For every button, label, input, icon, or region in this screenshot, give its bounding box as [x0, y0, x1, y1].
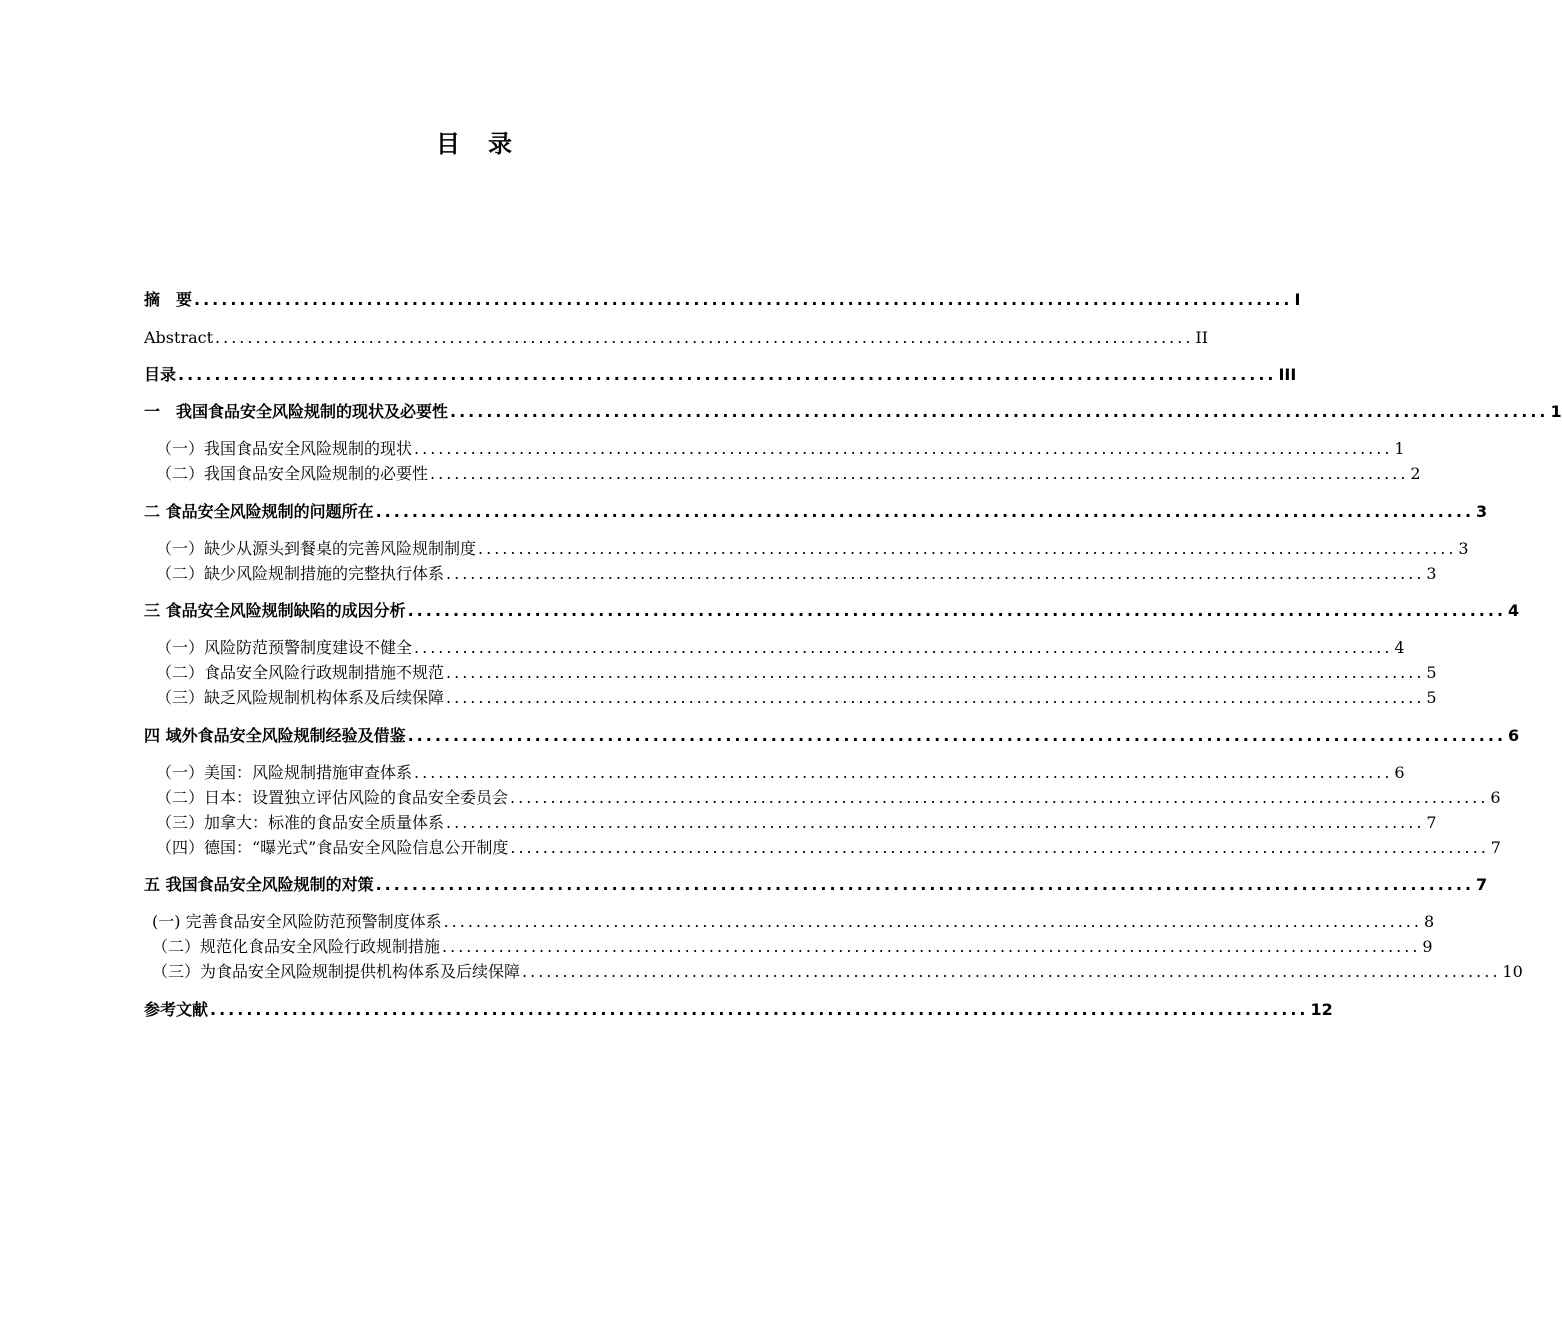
toc-entry-label: （三）缺乏风险规制机构体系及后续保障	[156, 688, 445, 707]
toc-entry[interactable]	[152, 961, 1523, 983]
toc-entry-page: 3	[1426, 564, 1437, 583]
dot-leader: .........................................................................................................................	[510, 788, 1489, 807]
toc-entry-label: (一) 完善食品安全风险防范预警制度体系	[152, 912, 442, 931]
dot-leader: .........................................................................................................................	[446, 813, 1425, 832]
toc-entry-label: （一）风险防范预警制度建设不健全	[156, 638, 413, 657]
toc-entry-label: Abstract	[144, 328, 214, 347]
toc-entry-label: （二）缺少风险规制措施的完整执行体系	[156, 564, 445, 583]
toc-entry-label: （三）加拿大：标准的食品安全质量体系	[156, 813, 445, 832]
toc-entry[interactable]	[156, 538, 1469, 560]
toc-entry-page: III	[1278, 365, 1297, 384]
toc-entry-page: I	[1294, 290, 1301, 309]
dot-leader: .........................................................................................................................	[450, 402, 1549, 421]
toc-entry-page: 2	[1410, 464, 1421, 483]
toc-entry-page: 6	[1508, 726, 1520, 745]
toc-entry-label: 目录	[144, 365, 177, 384]
dot-leader: .........................................................................................................................	[510, 838, 1489, 857]
toc-entry[interactable]	[144, 725, 1520, 747]
toc-entry-page: 7	[1476, 875, 1488, 894]
toc-entry-label: （二）日本：设置独立评估风险的食品安全委员会	[156, 788, 509, 807]
toc-entry-page: 7	[1490, 838, 1501, 857]
toc-entry[interactable]	[152, 936, 1433, 958]
toc-entry-page: 3	[1476, 502, 1488, 521]
toc-entry-page: 4	[1508, 601, 1520, 620]
toc-entry-label: 二 食品安全风险规制的问题所在	[144, 502, 374, 521]
dot-leader: .........................................................................................................................	[407, 726, 1507, 745]
dot-leader: .........................................................................................................................	[430, 464, 1409, 483]
toc-entry[interactable]	[144, 401, 1562, 423]
dot-leader: .........................................................................................................................	[194, 290, 1293, 309]
toc-entry-page: 9	[1422, 937, 1433, 956]
toc-entry[interactable]	[156, 637, 1405, 659]
toc-entry-label: 参考文献	[144, 1000, 209, 1019]
toc-entry[interactable]	[156, 687, 1437, 709]
dot-leader: .........................................................................................................................	[375, 502, 1475, 521]
toc-entry-page: 5	[1426, 663, 1437, 682]
toc-entry-page: 6	[1394, 763, 1405, 782]
toc-entry[interactable]	[144, 364, 1297, 386]
toc-entry-page: 5	[1426, 688, 1437, 707]
toc-entry[interactable]	[156, 563, 1437, 585]
toc-entry-label: 摘 要	[144, 290, 193, 309]
toc-entry[interactable]	[156, 812, 1437, 834]
toc-entry[interactable]	[156, 787, 1501, 809]
page-title: 目 录	[436, 130, 514, 158]
dot-leader: .........................................................................................................................	[522, 962, 1501, 981]
toc-entry-label: （一）我国食品安全风险规制的现状	[156, 439, 413, 458]
toc-entry-page: 1	[1394, 439, 1405, 458]
dot-leader: .........................................................................................................................	[414, 638, 1393, 657]
dot-leader: .........................................................................................................................	[446, 564, 1425, 583]
toc-entry[interactable]	[144, 600, 1520, 622]
dot-leader: .........................................................................................................................	[446, 688, 1425, 707]
dot-leader: .........................................................................................................................	[407, 601, 1507, 620]
toc-entry[interactable]	[156, 662, 1437, 684]
toc-entry-label: （二）我国食品安全风险规制的必要性	[156, 464, 429, 483]
toc-entry-page: 10	[1502, 962, 1523, 981]
toc-entry[interactable]	[144, 501, 1488, 523]
toc-entry[interactable]	[156, 762, 1405, 784]
toc-entry-label: 五 我国食品安全风险规制的对策	[144, 875, 374, 894]
toc-entry-page: II	[1195, 328, 1209, 347]
toc-entry-page: 4	[1394, 638, 1405, 657]
dot-leader: .........................................................................................................................	[414, 439, 1393, 458]
dot-leader: .........................................................................................................................	[414, 763, 1393, 782]
dot-leader: .........................................................................................................................	[478, 539, 1457, 558]
dot-leader: .........................................................................................................................	[442, 937, 1421, 956]
dot-leader: .........................................................................................................................	[443, 912, 1422, 931]
dot-leader: .........................................................................................................................	[215, 328, 1194, 347]
toc-entry-page: 1	[1550, 402, 1562, 421]
toc-entry-label: 四 域外食品安全风险规制经验及借鉴	[144, 726, 406, 745]
toc-entry[interactable]	[144, 289, 1301, 311]
dot-leader: .........................................................................................................................	[446, 663, 1425, 682]
toc-entry[interactable]	[156, 837, 1501, 859]
toc-entry-label: （一）缺少从源头到餐桌的完善风险规制制度	[156, 539, 477, 558]
toc-entry[interactable]	[152, 911, 1435, 933]
toc-entry-label: 三 食品安全风险规制缺陷的成因分析	[144, 601, 406, 620]
toc-entry-label: 一 我国食品安全风险规制的现状及必要性	[144, 402, 449, 421]
toc-entry[interactable]	[144, 999, 1333, 1021]
toc-entry-page: 6	[1490, 788, 1501, 807]
toc-entry-page: 8	[1423, 912, 1435, 931]
toc-entry-label: （二）规范化食品安全风险行政规制措施	[152, 937, 441, 956]
dot-leader: .........................................................................................................................	[178, 365, 1277, 384]
toc-entry-label: （一）美国：风险规制措施审查体系	[156, 763, 413, 782]
toc-entry[interactable]	[144, 874, 1488, 896]
toc-entry-label: （二）食品安全风险行政规制措施不规范	[156, 663, 445, 682]
toc-entry-label: （四）德国：“曝光式”食品安全风险信息公开制度	[156, 838, 509, 857]
toc-entry[interactable]	[156, 438, 1405, 460]
toc-entry-label: （三）为食品安全风险规制提供机构体系及后续保障	[152, 962, 521, 981]
toc-entry[interactable]	[144, 327, 1209, 349]
dot-leader: .........................................................................................................................	[210, 1000, 1309, 1019]
toc-entry[interactable]	[156, 463, 1421, 485]
toc-entry-page: 7	[1426, 813, 1437, 832]
toc-entry-page: 3	[1458, 539, 1469, 558]
dot-leader: .........................................................................................................................	[375, 875, 1475, 894]
toc-entry-page: 12	[1310, 1000, 1333, 1019]
